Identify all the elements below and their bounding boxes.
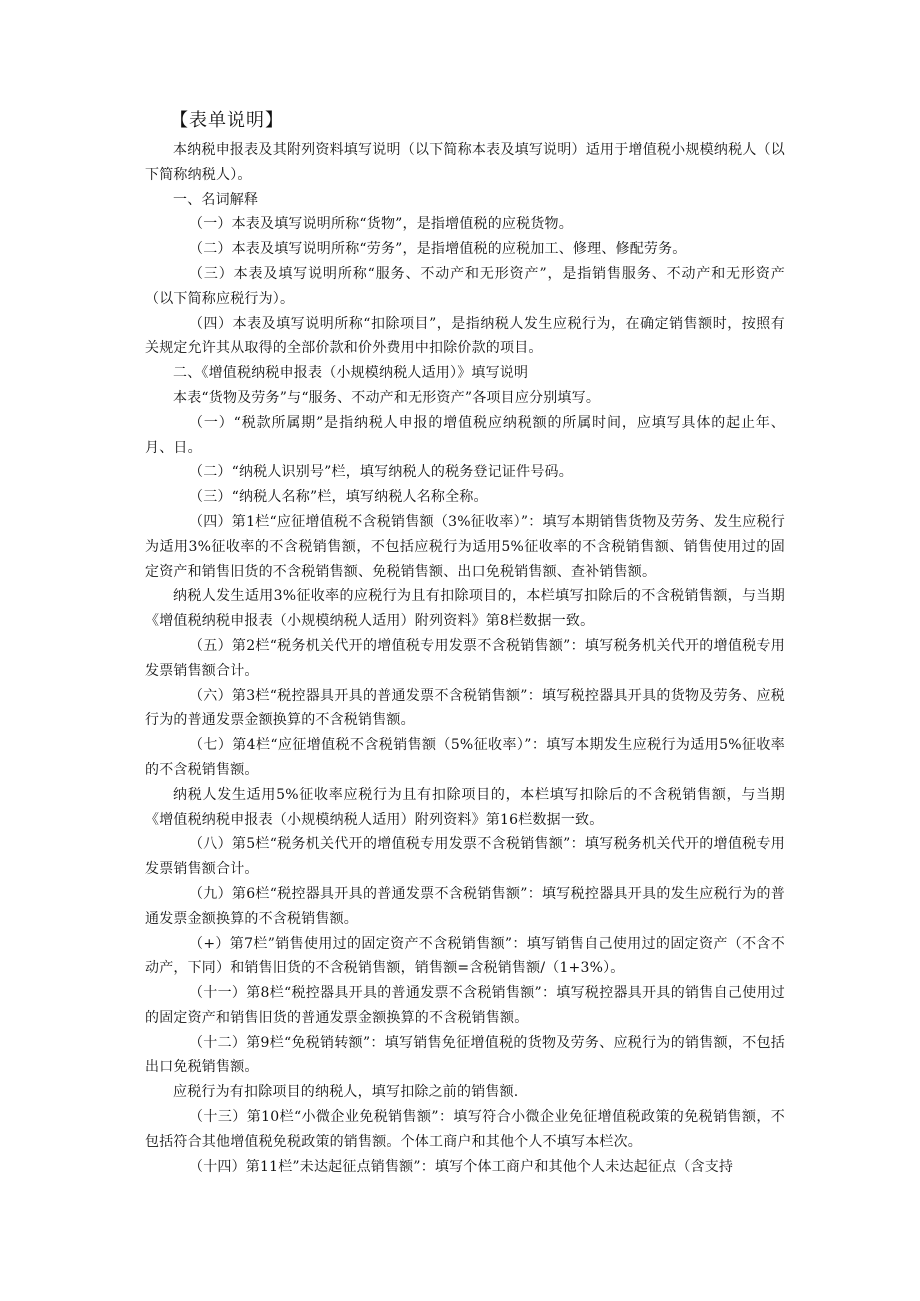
document-title: 【表单说明】	[170, 110, 284, 131]
document-paragraph: （一）本表及填写说明所称“货物”，是指增值税的应税货物。	[189, 216, 573, 233]
document-paragraph: （四）本表及填写说明所称“扣除项目”，是指纳税人发生应税行为，在确定销售额时，按照有关规定允许其从取得的全部价款和价外费用中扣除价款的项目。	[145, 315, 785, 357]
document-paragraph: 本表“货物及劳务”与“服务、不动产和无形资产”各项目应分别填写。	[173, 389, 601, 406]
document-paragraph: 应税行为有扣除项目的纳税人，填写扣除之前的销售额.	[173, 1084, 519, 1101]
document-paragraph: （+）第7栏”销售使用过的固定资产不含税销售额”：填写销售自己使用过的固定资产（不含不动产，下同）和销售旧货的不含税销售额，销售额=含税销售额/（1+3%）。	[145, 935, 785, 977]
document-paragraph: （十二）第9栏“免税销转额”：填写销售免征增值税的货物及劳务、应税行为的销售额，不包括出口免税销售额。	[145, 1034, 785, 1076]
document-paragraph: （六）第3栏“税控器具开具的普通发票不含税销售额”：填写税控器具开具的货物及劳务、应税行为的普通发票金额换算的不含税销售额。	[145, 687, 785, 729]
document-paragraph: （十三）第10栏“小微企业免税销售额”：填写符合小微企业免征增值税政策的免税销售额，不包括符合其他增值税免税政策的销售额。个体工商户和其他个人不填写本栏次。	[145, 1109, 785, 1150]
document-paragraph: 纳税人发生适用5%征收率应税行为且有扣除项目的，本栏填写扣除后的不含税销售额，与当期《增值税纳税申报表（小规模纳税人适用）附列资料》第16栏数据一致。	[145, 786, 785, 828]
document-paragraph: 本纳税申报表及其附列资料填写说明（以下简称本表及填写说明）适用于增值税小规模纳税人（以下简称纳税人）。	[145, 142, 785, 183]
document-paragraph: （一）“税款所属期”是指纳税人申报的增值税应纳税额的所属时间，应填写具体的起止年、月、日。	[145, 414, 785, 456]
document-paragraph: （十一）第8栏“税控器具开具的普通发票不含税销售额”：填写税控器具开具的销售自己使用过的固定资产和销售旧货的普通发票金额换算的不含税销售额。	[145, 985, 785, 1026]
document-paragraph: 一、名词解释	[173, 191, 259, 208]
document-paragraph: 二、《增值税纳税申报表（小规模纳税人适用）》填写说明	[173, 365, 529, 382]
document-paragraph: （三）“纳税人名称”栏，填写纳税人名称全称。	[189, 489, 488, 506]
document-paragraph: （二）本表及填写说明所称“劳务”，是指增值税的应税加工、修理、修配劳务。	[189, 241, 687, 258]
document-paragraph: （七）第4栏“应征增值税不含税销售额（5%征收率）”：填写本期发生应税行为适用5%征收率的不含税销售额。	[145, 737, 785, 778]
document-paragraph: （五）第2栏“税务机关代开的增值税专用发票不含税销售额”：填写税务机关代开的增值税专用发票销售额合计。	[145, 637, 785, 679]
document-paragraph: （十四）第11栏”未达起征点销售额”：填写个体工商户和其他个人未达起征点（含支持	[189, 1158, 734, 1175]
document-paragraph: （八）第5栏“税务机关代开的增值税专用发票不含税销售额”：填写税务机关代开的增值税专用发票销售额合计。	[145, 836, 785, 878]
document-paragraph: （二）“纳税人识别号”栏，填写纳税人的税务登记证件号码。	[189, 464, 573, 481]
document-page	[145, 108, 785, 1179]
document-paragraph: （三）本表及填写说明所称“服务、不动产和无形资产”，是指销售服务、不动产和无形资产（以下简称应税行为）。	[145, 265, 785, 307]
document-paragraph: （九）第6栏“税控器具开具的普通发票不含税销售额”：填写税控器具开具的发生应税行为的普通发票金额换算的不含税销售额。	[145, 885, 785, 927]
document-paragraph: 纳税人发生适用3%征收率的应税行为且有扣除项目的，本栏填写扣除后的不含税销售额，与当期《增值税纳税申报表（小规模纳税人适用）附列资料》第8栏数据一致。	[145, 588, 785, 630]
document-paragraph: （四）第1栏“应征增值税不含税销售额（3%征收率）”：填写本期销售货物及劳务、发生应税行为适用3%征收率的不含税销售额，不包括应税行为适用5%征收率的不含税销售额、销售使用过的固定资产和销售旧货的不含税销售额、免税销售额、出口免税销售额、查补销售额。	[145, 513, 785, 580]
document-body	[145, 138, 785, 1179]
